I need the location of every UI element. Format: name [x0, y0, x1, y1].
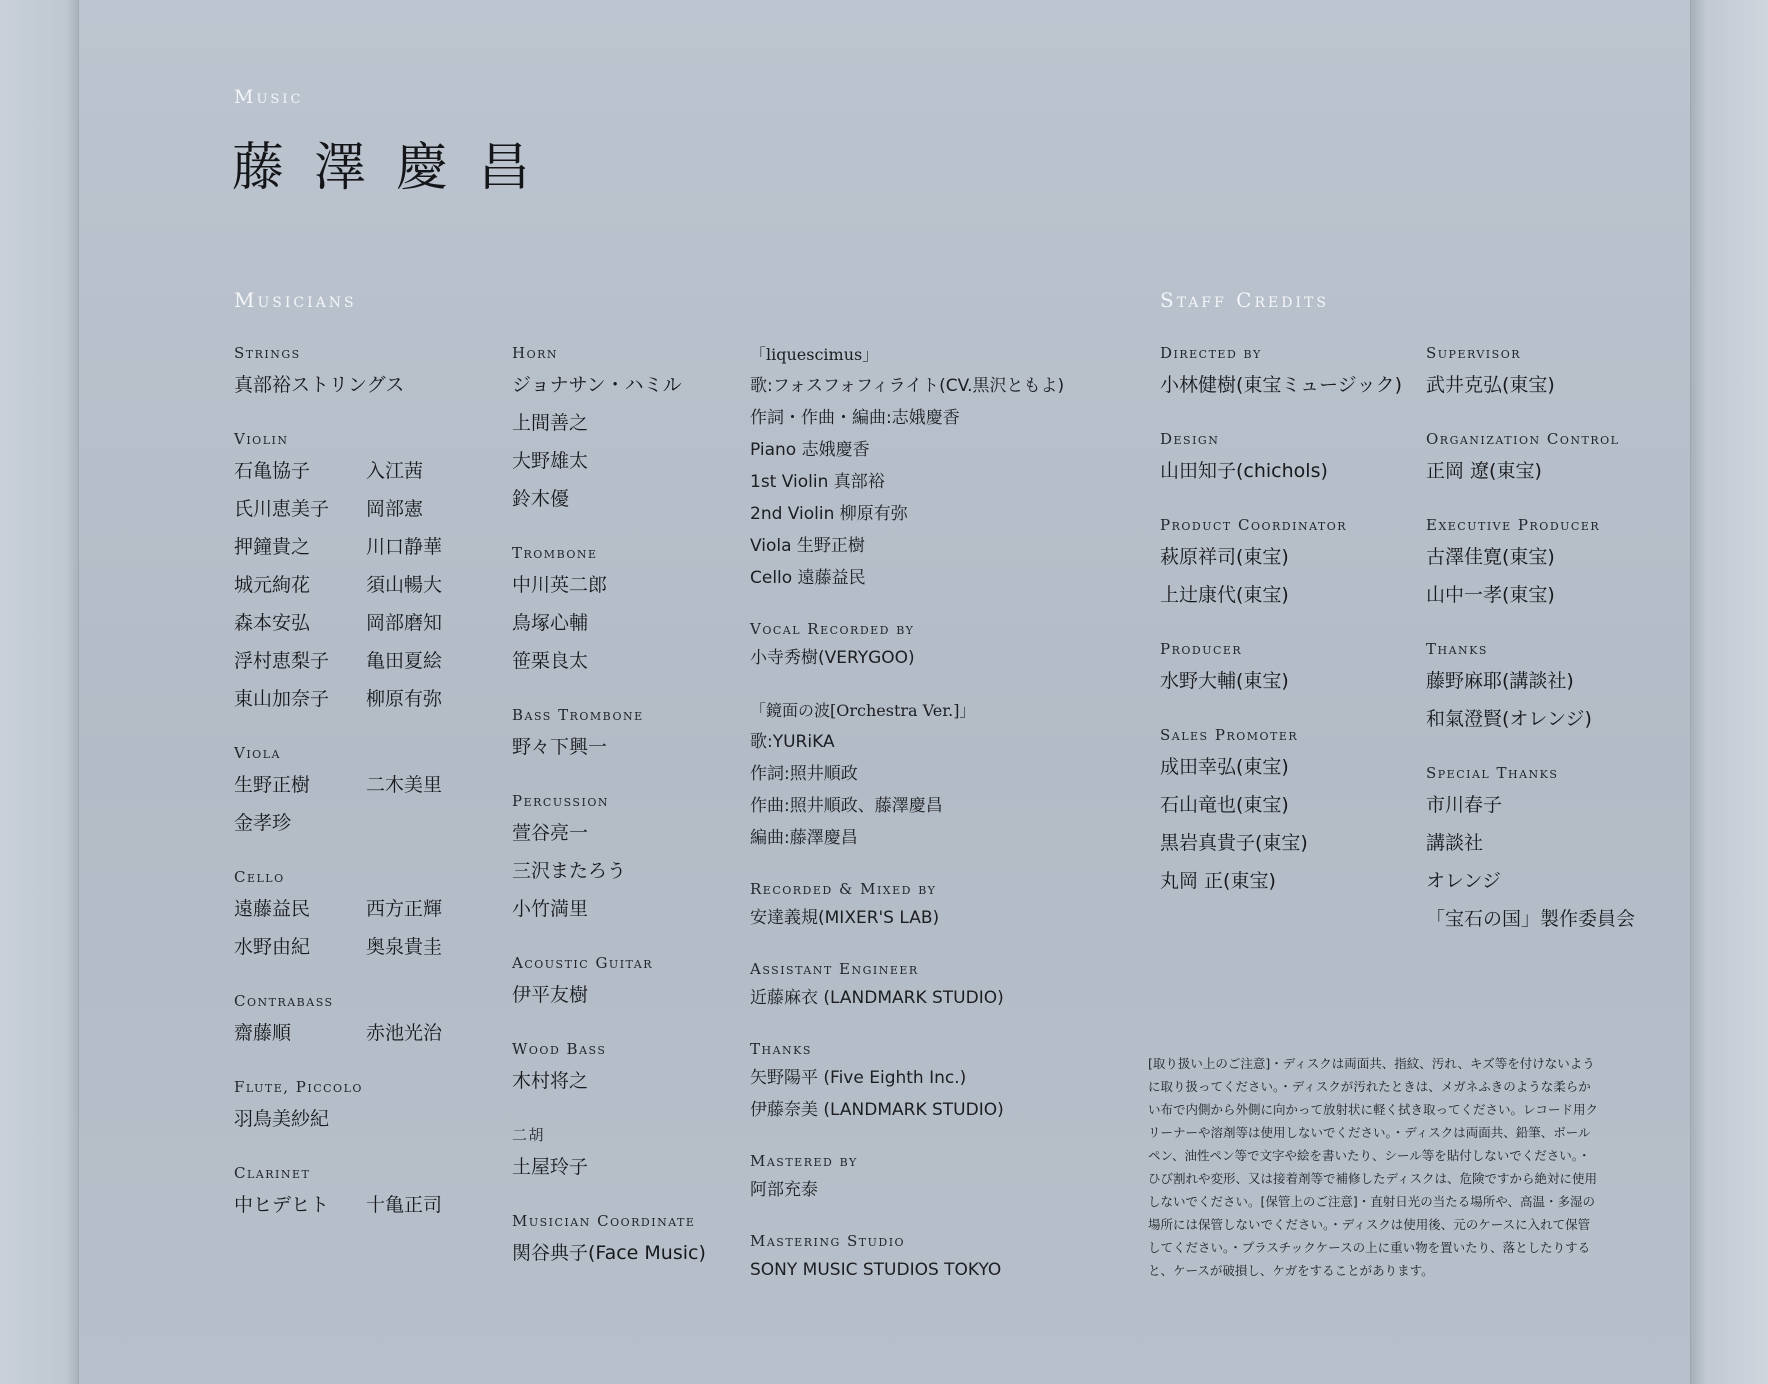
credit-role: Acoustic Guitar — [512, 954, 653, 972]
credit-group — [234, 740, 504, 842]
credit-group — [750, 956, 1070, 1014]
credit-role: 二胡 — [512, 1126, 546, 1144]
credit-name: 笹栗良太 — [512, 650, 589, 672]
credit-role: Musician Coordinate — [512, 1212, 696, 1230]
credit-role: Percussion — [512, 792, 609, 810]
credit-name: 入江茜 — [366, 460, 424, 482]
song-credit-line: Viola 生野正樹 — [750, 536, 865, 556]
credit-group — [512, 702, 732, 766]
credit-group — [512, 540, 732, 680]
song-title: 「liquescimus」 — [750, 345, 879, 364]
credit-name: 阿部充泰 — [750, 1180, 818, 1200]
credit-name: 関谷典子(Face Music) — [512, 1242, 706, 1264]
credit-name: 伊平友樹 — [512, 984, 589, 1006]
credit-name: 講談社 — [1426, 832, 1484, 854]
credit-name: 柳原有弥 — [366, 688, 443, 710]
credit-name: 萩原祥司(東宝) — [1160, 546, 1289, 568]
credit-name: 中川英二郎 — [512, 574, 608, 596]
credit-group — [512, 1208, 732, 1272]
credit-name: 上辻康代(東宝) — [1160, 584, 1289, 606]
credit-role: Mastering Studio — [750, 1232, 906, 1250]
credit-name: 鳥塚心輔 — [512, 612, 589, 634]
composer-name: 藤澤慶昌 — [232, 138, 561, 198]
credit-role: Product Coordinator — [1160, 516, 1348, 534]
credit-role: Contrabass — [234, 992, 334, 1010]
credit-group — [1426, 340, 1686, 404]
right-fold-flap — [1690, 0, 1768, 1384]
credit-name: ジョナサン・ハミル — [512, 374, 682, 396]
credit-group — [1426, 760, 1686, 938]
credit-name: 萱谷亮一 — [512, 822, 589, 844]
credit-name: 十亀正司 — [366, 1194, 443, 1216]
credit-role: Bass Trombone — [512, 706, 644, 724]
song-credit-line: 作詞:照井順政 — [750, 764, 858, 784]
musicians-title: Musicians — [234, 288, 357, 312]
musicians-column-3 — [750, 340, 1070, 1308]
credit-name: 和氣澄賢(オレンジ) — [1426, 708, 1592, 730]
credit-group — [750, 1228, 1070, 1286]
credit-group — [1160, 636, 1420, 700]
credit-role: Strings — [234, 344, 301, 362]
credit-name: 東山加奈子 — [234, 688, 330, 710]
credit-role: Vocal Recorded by — [750, 620, 915, 638]
music-label: Music — [234, 86, 304, 108]
name-grid — [234, 1014, 504, 1052]
song-kyomen-no-nami-credits — [750, 696, 1070, 854]
credit-group — [1426, 636, 1686, 738]
credit-name: 中ヒデヒト — [234, 1194, 330, 1216]
credit-name: 岡部憲 — [366, 498, 424, 520]
credit-role: Design — [1160, 430, 1220, 448]
staff-column-left — [1160, 340, 1420, 922]
credit-name: 水野大輔(東宝) — [1160, 670, 1289, 692]
credit-role: Mastered by — [750, 1152, 858, 1170]
name-grid — [234, 766, 504, 842]
credit-role: Supervisor — [1426, 344, 1521, 362]
credit-name: SONY MUSIC STUDIOS TOKYO — [750, 1260, 1002, 1280]
credit-group — [1160, 340, 1420, 404]
staff-credits-title: Staff Credits — [1160, 288, 1329, 312]
credit-name: 三沢またろう — [512, 860, 627, 882]
credit-group — [1160, 512, 1420, 614]
credit-group — [234, 1074, 504, 1138]
credit-role: Organization Control — [1426, 430, 1620, 448]
song-credit-line: 1st Violin 真部裕 — [750, 472, 885, 492]
credit-group — [512, 1036, 732, 1100]
credit-name: 真部裕ストリングス — [234, 374, 405, 396]
left-fold-flap — [0, 0, 79, 1384]
credit-group — [234, 426, 504, 718]
credit-role: Flute, Piccolo — [234, 1078, 363, 1096]
credit-name: 遠藤益民 — [234, 898, 311, 920]
credit-group — [750, 876, 1070, 934]
credit-name: 岡部磨知 — [366, 612, 443, 634]
credit-name: オレンジ — [1426, 870, 1502, 892]
credit-name: 二木美里 — [366, 774, 443, 796]
credit-name: 石亀協子 — [234, 460, 311, 482]
staff-column-right — [1426, 340, 1686, 960]
credit-name: 生野正樹 — [234, 774, 311, 796]
credit-name: 安達義規(MIXER'S LAB) — [750, 908, 940, 928]
credit-name: 石山竜也(東宝) — [1160, 794, 1289, 816]
credit-name: 齋藤順 — [234, 1022, 292, 1044]
credit-role: Wood Bass — [512, 1040, 607, 1058]
name-grid — [234, 452, 504, 718]
credit-name: 黒岩真貴子(東宝) — [1160, 832, 1308, 854]
credit-name: 伊藤奈美 (LANDMARK STUDIO) — [750, 1100, 1004, 1120]
credit-name: 古澤佳寛(東宝) — [1426, 546, 1555, 568]
credit-role: Thanks — [750, 1040, 812, 1058]
credit-group — [512, 340, 732, 518]
song-credit-line: 作詞・作曲・編曲:志娥慶香 — [750, 408, 960, 428]
credit-group — [1426, 426, 1686, 490]
credit-name: 赤池光治 — [366, 1022, 443, 1044]
song-credit-line: Piano 志娥慶香 — [750, 440, 870, 460]
song-credit-line: 歌:YURiKA — [750, 732, 835, 752]
credit-name: 土屋玲子 — [512, 1156, 589, 1178]
credit-name: 山中一孝(東宝) — [1426, 584, 1555, 606]
song-credit-line: 編曲:藤澤慶昌 — [750, 828, 858, 848]
credit-role: Clarinet — [234, 1164, 311, 1182]
credit-role: Producer — [1160, 640, 1243, 658]
credit-name: 武井克弘(東宝) — [1426, 374, 1555, 396]
credit-name: 大野雄太 — [512, 450, 589, 472]
credit-name: 藤野麻耶(講談社) — [1426, 670, 1574, 692]
engineering-credits — [750, 876, 1070, 1286]
credit-role: Directed by — [1160, 344, 1262, 362]
credit-name: 森本安弘 — [234, 612, 311, 634]
name-grid — [234, 1186, 504, 1224]
credit-name: 小林健樹(東宝ミュージック) — [1160, 374, 1403, 396]
credit-name: 羽鳥美紗紀 — [234, 1108, 330, 1130]
credit-group — [234, 1160, 504, 1224]
credit-name: 小寺秀樹(VERYGOO) — [750, 648, 915, 668]
credit-name: 「宝石の国」製作委員会 — [1426, 908, 1636, 930]
credit-name: 上間善之 — [512, 412, 589, 434]
credit-group — [234, 864, 504, 966]
credit-name: 山田知子(chichols) — [1160, 460, 1328, 482]
credit-name: 亀田夏絵 — [366, 650, 443, 672]
credit-name: 木村将之 — [512, 1070, 589, 1092]
credit-name: 野々下興一 — [512, 736, 608, 758]
credit-name: 成田幸弘(東宝) — [1160, 756, 1289, 778]
credit-name: 矢野陽平 (Five Eighth Inc.) — [750, 1068, 967, 1088]
handling-notice: [取り扱い上のご注意]・ディスクは両面共、指紋、汚れ、キズ等を付けないように取り扱ってください。・ディスクが汚れたときは、メガネふきのような柔らかい布で内側から外側に向かって放射状に軽く拭き取ってください。レコード用クリーナーや溶剤等は使用しないでください。・ディスクは両面共、鉛筆、ボールペン、油性ペン等で文字や絵を書いたり、シール等を貼付しないでください。・ひび割れや変形、又は接着剤等で補修したディスクは、危険ですから絶対に使用しないでください。[保管上のご注意]・直射日光の当たる場所や、高温・多湿の場所には保管しないでください。・ディスクは使用後、元のケースに入れて保管してください。・プラスチックケースの上に重い物を置いたり、落としたりすると、ケースが破損し、ケガをすることがあります。 — [1148, 1056, 1599, 1278]
credit-name: 近藤麻衣 (LANDMARK STUDIO) — [750, 988, 1004, 1008]
credit-role: Horn — [512, 344, 559, 362]
song-credit-line: 歌:フォスフォフィライト(CV.黒沢ともよ) — [750, 376, 1065, 396]
credit-group — [234, 988, 504, 1052]
credit-group — [1426, 512, 1686, 614]
credit-name: 浮村恵梨子 — [234, 650, 330, 672]
song-liquescimus-credits — [750, 340, 1070, 594]
musicians-column-2 — [512, 340, 732, 1294]
credit-name: 押鐘貴之 — [234, 536, 311, 558]
credit-group — [1160, 722, 1420, 900]
credit-role: Special Thanks — [1426, 764, 1559, 782]
credit-name: 丸岡 正(東宝) — [1160, 870, 1276, 892]
credit-group — [512, 1122, 732, 1186]
credit-name: 須山暢大 — [366, 574, 443, 596]
credit-role: Sales Promoter — [1160, 726, 1299, 744]
credit-name: 奥泉貴圭 — [366, 936, 443, 958]
credit-role: Executive Producer — [1426, 516, 1601, 534]
credit-name: 氏川恵美子 — [234, 498, 330, 520]
credit-role: Cello — [234, 868, 285, 886]
musicians-column-1 — [234, 340, 504, 1246]
name-grid — [234, 890, 504, 966]
credit-name: 城元絢花 — [234, 574, 311, 596]
credit-name: 金孝珍 — [234, 812, 292, 834]
credit-name: 川口静華 — [366, 536, 443, 558]
credit-group — [750, 1148, 1070, 1206]
credit-name: 鈴木優 — [512, 488, 570, 510]
credit-group — [750, 1036, 1070, 1126]
credit-role: Assistant Engineer — [750, 960, 919, 978]
song-credit-line: 作曲:照井順政、藤澤慶昌 — [750, 796, 943, 816]
credit-role: Trombone — [512, 544, 598, 562]
credit-name: 西方正輝 — [366, 898, 443, 920]
credit-role: Viola — [234, 744, 281, 762]
credit-name: 小竹満里 — [512, 898, 589, 920]
credit-role: Recorded & Mixed by — [750, 880, 937, 898]
credit-name: 正岡 遼(東宝) — [1426, 460, 1542, 482]
song-title: 「鏡面の波[Orchestra Ver.]」 — [750, 701, 976, 720]
credit-group — [1160, 426, 1420, 490]
credit-role: Thanks — [1426, 640, 1488, 658]
credit-group-vocal-recorded — [750, 616, 1070, 674]
credit-group — [234, 340, 504, 404]
credit-role: Violin — [234, 430, 289, 448]
credit-name: 市川春子 — [1426, 794, 1503, 816]
credit-name: 水野由紀 — [234, 936, 311, 958]
song-credit-line: 2nd Violin 柳原有弥 — [750, 504, 908, 524]
credit-group — [512, 950, 732, 1014]
credit-group — [512, 788, 732, 928]
song-credit-line: Cello 遠藤益民 — [750, 568, 866, 588]
